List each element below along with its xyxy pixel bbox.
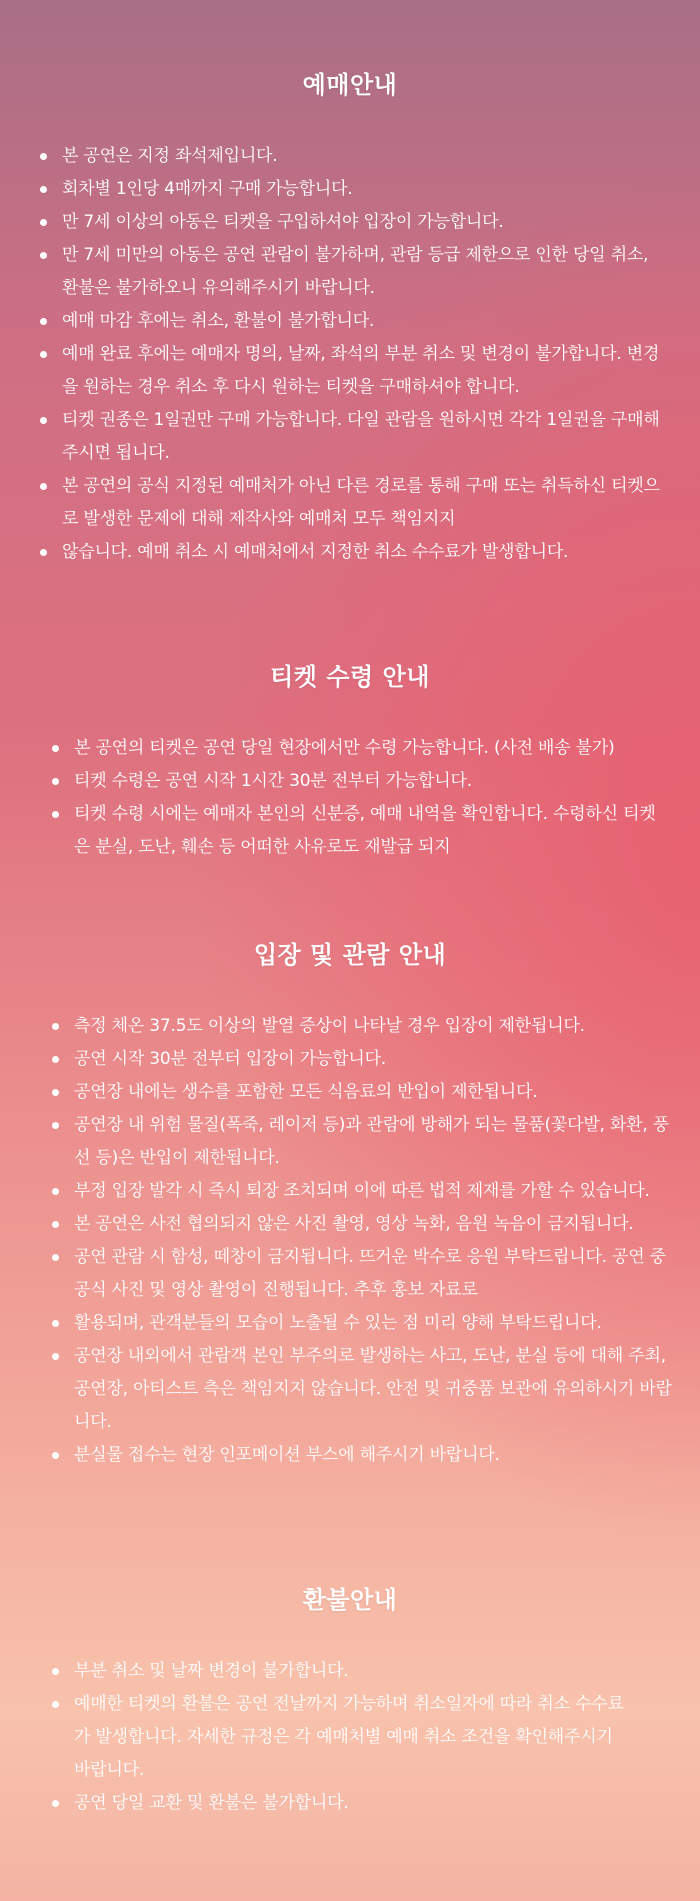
bullet-icon [52,1452,59,1459]
list-item: 분실물 접수는 현장 인포메이션 부스에 해주시기 바랍니다. [74,1439,674,1472]
ticket-pickup-title: 티켓 수령 안내 [270,663,430,691]
list-item: 예매 완료 후에는 예매자 명의, 날짜, 좌석의 부분 취소 및 변경이 불가합니다. 변경을 원하는 경우 취소 후 다시 원하는 티켓을 구매하셔야 합니다. [62,338,662,404]
bullet-icon [40,318,47,325]
list-item: 공연장 내외에서 관람객 본인 부주의로 발생하는 사고, 도난, 분실 등에 대해 주최, 공연장, 아티스트 측은 책임지지 않습니다. 안전 및 귀중품 보관에 유의하시기 바랍니다. [74,1340,674,1439]
refund-list [0,1655,634,1820]
list-item: 공연 관람 시 함성, 떼창이 금지됩니다. 뜨거운 박수로 응원 부탁드립니다. 공연 중 공식 사진 및 영상 촬영이 진행됩니다. 추후 홍보 자료로 [74,1241,674,1307]
booking-section [0,70,700,569]
bullet-icon [52,778,59,785]
list-item: 부정 입장 발각 시 즉시 퇴장 조치되며 이에 따른 법적 제재를 가할 수 있습니다. [74,1175,674,1208]
list-item: 예매한 티켓의 환불은 공연 전날까지 가능하며 취소일자에 따라 취소 수수료가 발생합니다. 자세한 규정은 각 예매처별 예매 취소 조건을 확인해주시기 바랍니다. [74,1688,634,1787]
list-item: 만 7세 이상의 아동은 티켓을 구입하셔야 입장이 가능합니다. [62,206,662,239]
bullet-icon [40,252,47,259]
bullet-icon [52,1056,59,1063]
booking-title: 예매안내 [302,71,398,99]
list-item: 공연 당일 교환 및 환불은 불가합니다. [74,1787,634,1820]
list-item: 티켓 수령은 공연 시작 1시간 30분 전부터 가능합니다. [74,765,664,798]
entry-section [0,940,700,1472]
bullet-icon [52,1023,59,1030]
bullet-icon [40,549,47,556]
list-item: 만 7세 미만의 아동은 공연 관람이 불가하며, 관람 등급 제한으로 인한 당일 취소, 환불은 불가하오니 유의해주시기 바랍니다. [62,239,662,305]
bullet-icon [40,483,47,490]
bullet-icon [40,219,47,226]
bullet-icon [40,153,47,160]
entry-list [0,1010,674,1472]
refund-title: 환불안내 [302,1586,398,1614]
list-item: 측정 체온 37.5도 이상의 발열 증상이 나타날 경우 입장이 제한됩니다. [74,1010,674,1043]
list-item: 공연 시작 30분 전부터 입장이 가능합니다. [74,1043,674,1076]
list-item: 본 공연의 티켓은 공연 당일 현장에서만 수령 가능합니다. (사전 배송 불가) [74,732,664,765]
list-item: 공연장 내에는 생수를 포함한 모든 식음료의 반입이 제한됩니다. [74,1076,674,1109]
bullet-icon [52,1800,59,1807]
bullet-icon [52,1701,59,1708]
list-item: 본 공연은 사전 협의되지 않은 사진 촬영, 영상 녹화, 음원 녹음이 금지됩니다. [74,1208,674,1241]
list-item: 티켓 권종은 1일권만 구매 가능합니다. 다일 관람을 원하시면 각각 1일권을 구매해주시면 됩니다. [62,404,662,470]
refund-section [0,1585,700,1820]
bullet-icon [52,1089,59,1096]
entry-title: 입장 및 관람 안내 [253,941,447,969]
list-item: 예매 마감 후에는 취소, 환불이 불가합니다. [62,305,662,338]
bullet-icon [52,1221,59,1228]
bullet-icon [40,186,47,193]
ticket-pickup-list [0,732,664,864]
bullet-icon [52,1668,59,1675]
bullet-icon [52,1254,59,1261]
bullet-icon [52,1353,59,1360]
bullet-icon [52,745,59,752]
bullet-icon [52,1122,59,1129]
list-item: 본 공연의 공식 지정된 예매처가 아닌 다른 경로를 통해 구매 또는 취득하신 티켓으로 발생한 문제에 대해 제작사와 예매처 모두 책임지지 [62,470,662,536]
list-item: 회차별 1인당 4매까지 구매 가능합니다. [62,173,662,206]
list-item: 부분 취소 및 날짜 변경이 불가합니다. [74,1655,634,1688]
bullet-icon [40,417,47,424]
ticket-pickup-section [0,662,700,864]
list-item: 본 공연은 지정 좌석제입니다. [62,140,662,173]
bullet-icon [52,1320,59,1327]
list-item: 활용되며, 관객분들의 모습이 노출될 수 있는 점 미리 양해 부탁드립니다. [74,1307,674,1340]
list-item: 티켓 수령 시에는 예매자 본인의 신분증, 예매 내역을 확인합니다. 수령하신 티켓은 분실, 도난, 훼손 등 어떠한 사유로도 재발급 되지 [74,798,664,864]
bullet-icon [40,351,47,358]
bullet-icon [52,811,59,818]
bullet-icon [52,1188,59,1195]
list-item: 공연장 내 위험 물질(폭죽, 레이저 등)과 관람에 방해가 되는 물품(꽃다발, 화환, 풍선 등)은 반입이 제한됩니다. [74,1109,674,1175]
booking-list [0,140,662,569]
list-item: 않습니다. 예매 취소 시 예매처에서 지정한 취소 수수료가 발생합니다. [62,536,662,569]
